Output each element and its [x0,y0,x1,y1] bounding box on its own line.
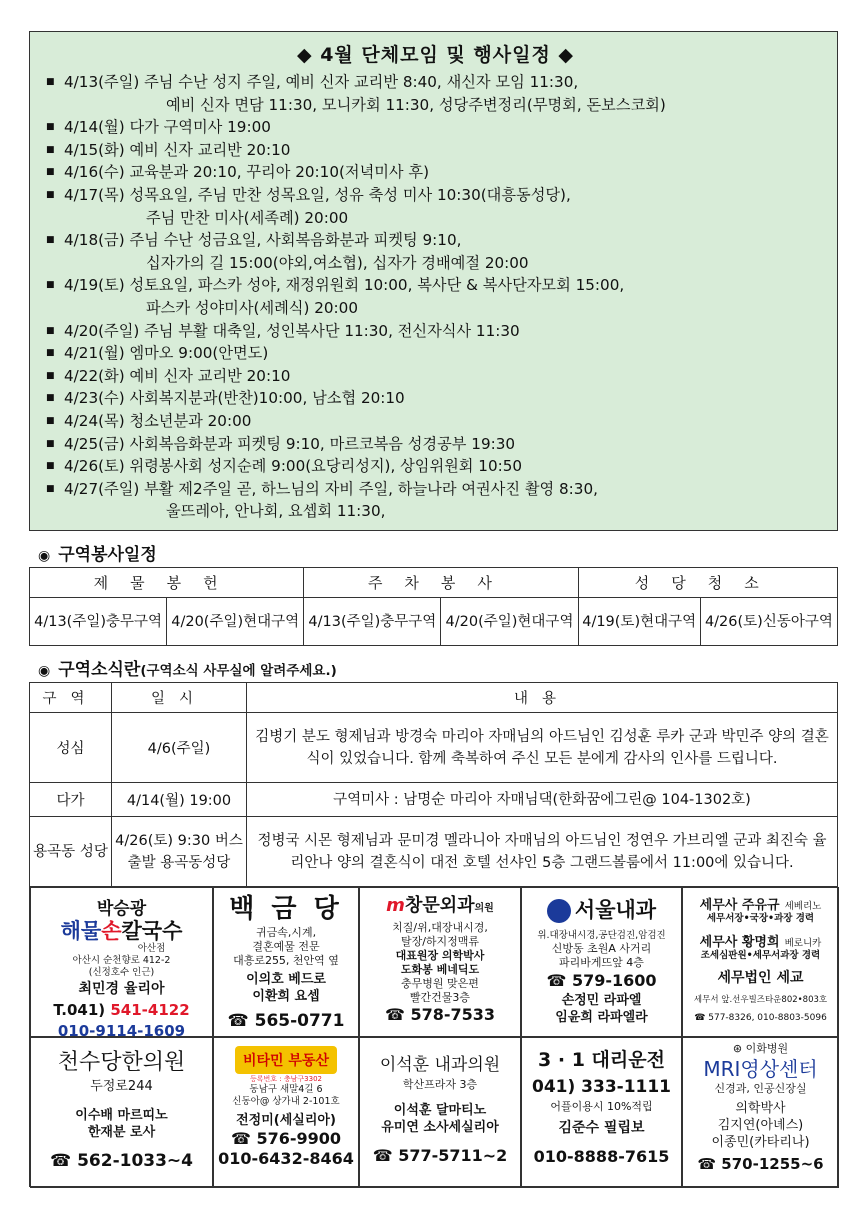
event-item: ■ 4/15(화) 예비 신자 교리반 20:10 [44,139,827,162]
ad-seoul: 서울내과 위.대장내시경,공단검진,암검진 신방동 초원A 사거리 파리바게뜨앞 4층 ☎ 579-1600 손정민 라파엘 임윤희 라파엘라 [521,887,682,1037]
hospital-logo-icon: ⊛ [732,1042,743,1055]
events-list [44,71,827,523]
news-area: 다가 [30,783,112,817]
events-box [29,31,838,531]
event-item: ■ 4/23(수) 사회복지분과(반찬)10:00, 남소협 20:10 [44,387,827,410]
service-title: 구역봉사일정 [58,545,157,565]
clinic-logo-icon: m [386,895,405,916]
ad-mri: ⊛ 이화병원 MRI영상센터 신경과, 인공신장실 의학박사 김지연(아녜스) 이종민(카타리나) ☎ 570-1255~6 [682,1037,839,1188]
event-item: ■ 4/26(토) 위령봉사회 성지순례 9:00(요당리성지), 상임위원회 10:50 [44,455,827,478]
news-header-area: 구역 [30,683,112,713]
news-content: 구역미사 : 남명순 마리아 자매님댁(한화꿈에그린@ 104-1302호) [247,783,838,817]
event-item: ■ 4/14(월) 다가 구역미사 19:00 [44,116,827,139]
ad-kalguksu: 박승광 해물손칼국수 아산점 아산시 순천향로 412-2 (신정호수 인근) 최민경 율리아 T.041) 541-4122 010-9114-1609 [30,887,213,1037]
event-item: ■ 4/20(주일) 주님 부활 대축일, 성인복사단 11:30, 전신자식사 11:30 [44,320,827,343]
event-item: ■ 4/18(금) 주님 수난 성금요일, 사회복음화분과 피켓팅 9:10, 십자가의 길 15:00(야외,여소협), 십자가 경배예절 20:00 [44,229,827,274]
event-item: ■ 4/19(토) 성토요일, 파스카 성야, 재정위원회 10:00, 복사단 & 복사단자모회 15:00, 파스카 성야미사(세례식) 20:00 [44,274,827,319]
university-logo-icon [547,899,571,923]
service-header: 주차봉사 [304,568,578,598]
event-item: ■ 4/22(화) 예비 신자 교리반 20:10 [44,365,827,388]
ad-leeseokhun: 이석훈 내과의원 학산프라자 3층 이석훈 달마티노 유미연 소사세실리아 ☎ 577-5711~2 [359,1037,521,1188]
news-note: (구역소식 사무실에 알려주세요.) [140,663,337,679]
news-table [29,682,838,887]
service-cell: 4/19(토)현대구역 [578,598,700,646]
news-date: 4/14(월) 19:00 [112,783,247,817]
table-row [30,713,838,783]
ads-grid [29,886,838,1187]
event-item: ■ 4/25(금) 사회복음화분과 피켓팅 9:10, 마르코복음 성경공부 19:30 [44,433,827,456]
news-heading [38,655,337,680]
news-header-content: 내용 [247,683,838,713]
table-row [30,817,838,887]
event-item: ■ 4/24(목) 청소년분과 20:00 [44,410,827,433]
events-title: ◆ 4월 단체모임 및 행사일정 ◆ [296,44,575,66]
news-date: 4/26(토) 9:30 버스출발 용곡동성당 [112,817,247,887]
event-item: ■ 4/27(주일) 부활 제2주일 곧, 하느님의 자비 주일, 하늘나라 여권사진 촬영 8:30, 울뜨레아, 안나회, 요셉회 11:30, [44,478,827,523]
ad-changmun: m창문외과의원 치질/위,대장내시경, 탈장/하지정맥류 대표원장 의학박사 도화봉 베네딕도 충무병원 맞은편 빨간건물3층 ☎ 578-7533 [359,887,521,1037]
event-item: ■ 4/17(목) 성목요일, 주님 만찬 성목요일, 성유 축성 미사 10:30(대흥동성당), 주님 만찬 미사(세족례) 20:00 [44,184,827,229]
news-area: 성심 [30,713,112,783]
service-header: 성당청소 [578,568,837,598]
news-area: 용곡동 성당 [30,817,112,887]
ad-baekgeumdang: 백 금 당 귀금속,시계, 결혼예물 전문 대흥로255, 천안역 옆 이의호 베드로 이환희 요셉 ☎ 565-0771 [213,887,359,1037]
event-item: ■ 4/16(수) 교육분과 20:10, 꾸리아 20:10(저녁미사 후) [44,161,827,184]
event-item: ■ 4/13(주일) 주님 수난 성지 주일, 예비 신자 교리반 8:40, 새신자 모임 11:30, 예비 신자 면담 11:30, 모니카회 11:30, 성당주변정리(무명회, 돈보스코회) [44,71,827,116]
service-cell: 4/20(주일)현대구역 [167,598,304,646]
service-cell: 4/20(주일)현대구역 [441,598,578,646]
event-item: ■ 4/21(월) 엠마오 9:00(안면도) [44,342,827,365]
service-table [29,567,838,646]
ad-tax: 세무사 주유규 세베리노 세무서장•국장•과장 경력 세무사 황명희 베로니카 조세심판원•세무서과장 경력 세무법인 세교 세무서 앞.선우빌즈타운802•803호 ☎ 577-8326, 010-8803-5096 [682,887,839,1037]
service-cell: 4/26(토)신동아구역 [700,598,837,646]
bullet-icon: ◉ [38,548,51,564]
ad-vitamin: 비타민 부동산 등록번호 : 충남구3302 동남구 새말4길 6 신동아@ 상가내 2-101호 전정미(세실리아) ☎ 576-9900 010-6432-8464 [213,1037,359,1188]
service-cell: 4/13(주일)충무구역 [30,598,167,646]
service-cell: 4/13(주일)충무구역 [304,598,441,646]
ad-cheonsudang: 천수당한의원 두정로244 이수배 마르띠노 한재분 로사 ☎ 562-1033~4 [30,1037,213,1188]
ad-driver: 3 · 1 대리운전 041) 333-1111 어플이용시 10%적립 김준수 필립보 010-8888-7615 [521,1037,682,1188]
news-date: 4/6(주일) [112,713,247,783]
news-title: 구역소식란 [58,660,141,680]
news-content: 정병국 시몬 형제님과 문미경 멜라니아 자매님의 아드님인 정연우 가브리엘 군과 최진숙 율리안나 양의 결혼식이 대전 호텔 선샤인 5층 그랜드볼룸에서 11:00에 있습니다. [247,817,838,887]
table-row [30,783,838,817]
news-header-date: 일시 [112,683,247,713]
service-header: 제물봉헌 [30,568,304,598]
news-content: 김병기 분도 형제님과 방경숙 마리아 자매님의 아드님인 김성훈 루카 군과 박민주 양의 결혼식이 있었습니다. 함께 축복하여 주신 모든 분에게 감사의 인사를 드립니다. [247,713,838,783]
service-heading [38,540,157,565]
bullet-icon: ◉ [38,663,51,679]
